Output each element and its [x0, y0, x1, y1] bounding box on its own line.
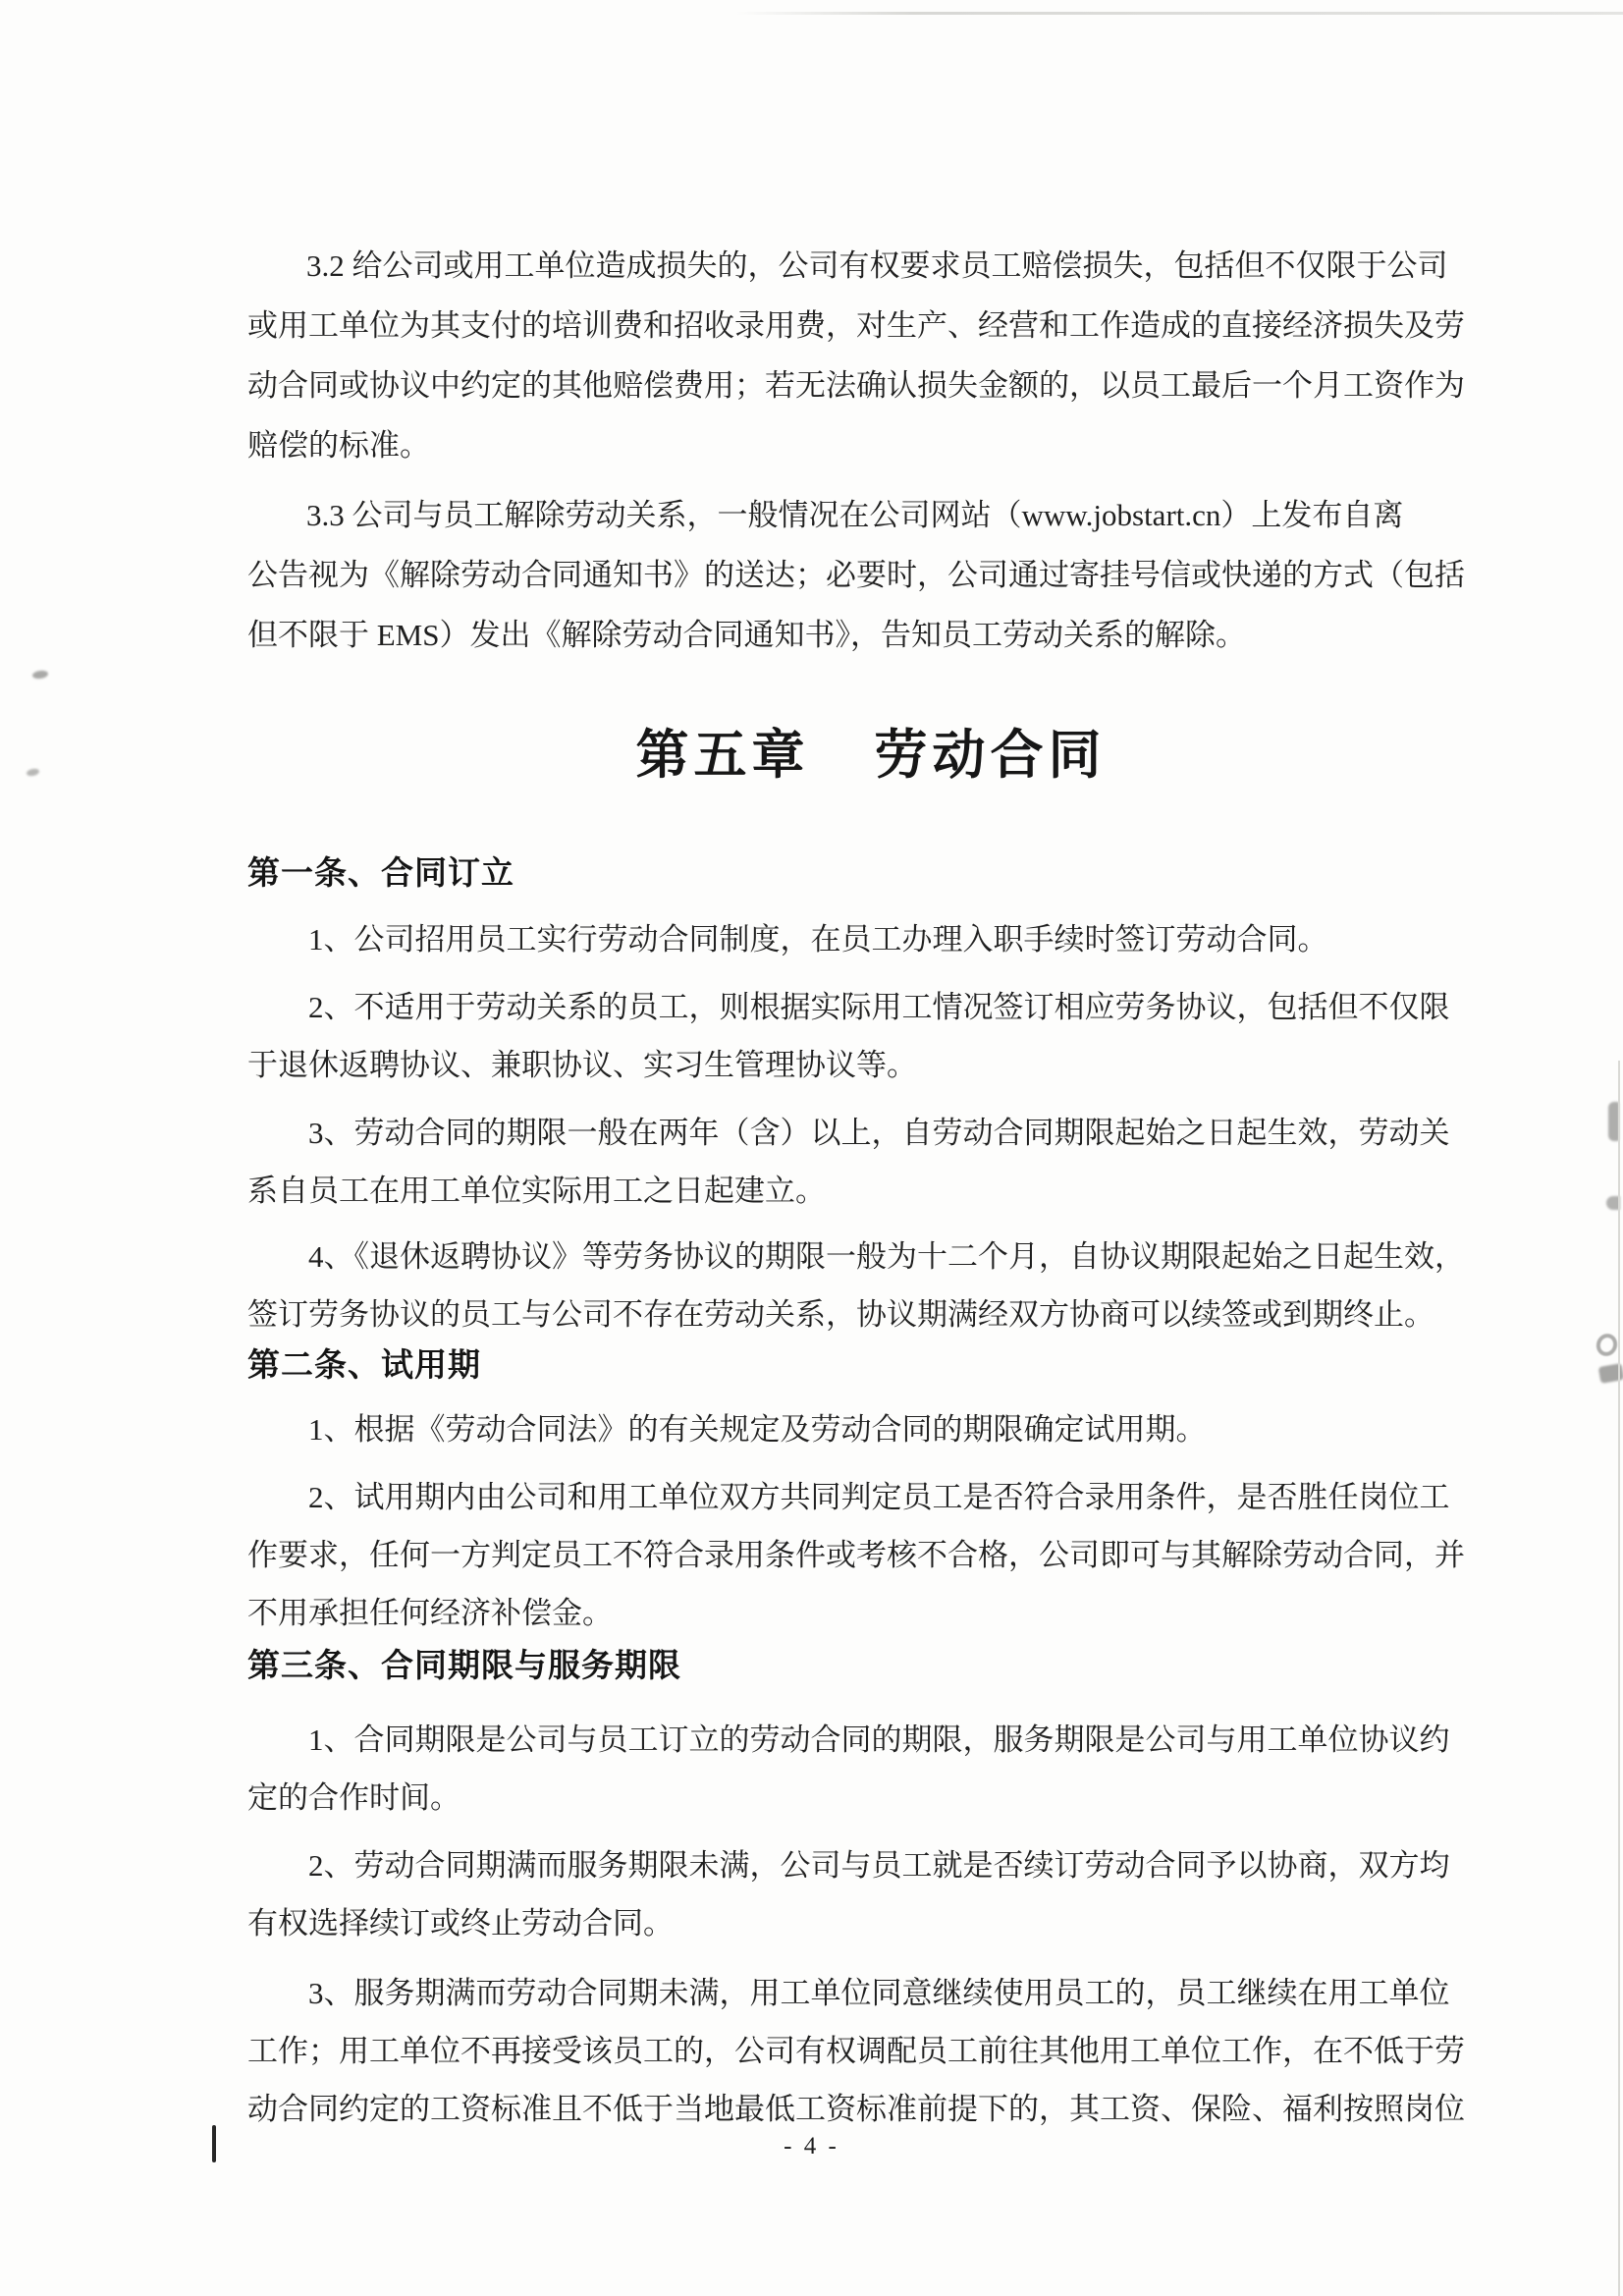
paragraph-line: 但不限于 EMS）发出《解除劳动合同通知书》，告知员工劳动关系的解除。 — [247, 618, 1246, 652]
chapter-number: 第五章 — [635, 726, 810, 785]
paragraph-line: 系自员工在用工单位实际用工之日起建立。 — [247, 1174, 826, 1208]
list-item — [247, 1104, 1494, 1220]
scan-artifact-right-blob — [1594, 1331, 1621, 1359]
paragraph-line: 3.2 给公司或用工单位造成损失的，公司有权要求员工赔偿损失，包括但不仅限于公司 — [306, 248, 1448, 283]
paragraph-line: 2、试用期内由公司和用工单位双方共同判定员工是否符合录用条件，是否胜任岗位工 — [308, 1480, 1450, 1514]
scan-artifact-right-blob — [1598, 1363, 1623, 1384]
scan-artifact-right-edge-line — [1618, 1061, 1620, 2296]
paragraph-line: 赔偿的标准。 — [247, 428, 430, 463]
paragraph-line: 3.3 公司与员工解除劳动关系，一般情况在公司网站（www.jobstart.cn）上发布自离 — [306, 498, 1404, 532]
list-item — [247, 1711, 1494, 1827]
paragraph-line: 或用工单位为其支付的培训费和招收录用费，对生产、经营和工作造成的直接经济损失及劳 — [247, 308, 1465, 343]
paragraph-line: 1、根据《劳动合同法》的有关规定及劳动合同的期限确定试用期。 — [308, 1412, 1207, 1447]
list-item — [247, 1468, 1494, 1642]
document-text-block — [247, 236, 1494, 2138]
scan-artifact-right-blob — [1606, 1196, 1620, 1210]
paragraph-line: 有权选择续订或终止劳动合同。 — [247, 1906, 674, 1941]
paragraph-line: 4、《退休返聘协议》等劳务协议的期限一般为十二个月，自协议期限起始之日起生效， — [308, 1239, 1465, 1274]
list-item — [247, 1228, 1494, 1343]
section-heading-3: 第三条、合同期限与服务期限 — [247, 1647, 681, 1683]
paragraph-line: 2、不适用于劳动关系的员工，则根据实际用工情况签订相应劳务协议，包括但不仅限 — [308, 990, 1450, 1024]
list-item — [247, 978, 1494, 1094]
scan-artifact-top-line — [736, 12, 1623, 15]
paragraph-line: 作要求，任何一方判定员工不符合录用条件或考核不合格，公司即可与其解除劳动合同，并 — [247, 1538, 1465, 1572]
paragraph-3-3 — [247, 485, 1494, 665]
paragraph-line: 于退休返聘协议、兼职协议、实习生管理协议等。 — [247, 1048, 917, 1082]
paragraph-line: 1、合同期限是公司与员工订立的劳动合同的期限，服务期限是公司与用工单位协议约 — [308, 1722, 1450, 1757]
paragraph-line: 动合同或协议中约定的其他赔偿费用；若无法确认损失金额的，以员工最后一个月工资作为 — [247, 368, 1465, 403]
scan-artifact-left-smudge — [26, 768, 39, 778]
paragraph-line: 工作；用工单位不再接受该员工的，公司有权调配员工前往其他用工单位工作，在不低于劳 — [247, 2034, 1465, 2068]
list-item — [247, 1964, 1494, 2138]
scan-artifact-right-blob — [1608, 1102, 1619, 1141]
paragraph-line: 3、服务期满而劳动合同期未满，用工单位同意继续使用员工的，员工继续在用工单位 — [308, 1976, 1450, 2010]
paragraph-line: 不用承担任何经济补偿金。 — [247, 1596, 613, 1630]
paragraph-line: 公告视为《解除劳动合同通知书》的送达；必要时，公司通过寄挂号信或快递的方式（包括 — [247, 558, 1465, 592]
scan-artifact-left-smudge — [32, 670, 49, 680]
list-item — [247, 910, 1494, 968]
list-item — [247, 1400, 1494, 1458]
paragraph-3-2 — [247, 236, 1494, 475]
paragraph-line: 签订劳务协议的员工与公司不存在劳动关系，协议期满经双方协商可以续签或到期终止。 — [247, 1297, 1434, 1332]
chapter-name: 劳动合同 — [874, 726, 1107, 785]
list-item — [247, 1836, 1494, 1952]
section-heading-1: 第一条、合同订立 — [247, 854, 514, 891]
paragraph-line: 1、公司招用员工实行劳动合同制度，在员工办理入职手续时签订劳动合同。 — [308, 922, 1328, 957]
page-number: - 4 - — [784, 2133, 839, 2159]
paragraph-line: 2、劳动合同期满而服务期限未满，公司与员工就是否续订劳动合同予以协商，双方均 — [308, 1848, 1450, 1883]
section-heading-2: 第二条、试用期 — [247, 1346, 481, 1383]
paragraph-line: 定的合作时间。 — [247, 1780, 460, 1815]
paragraph-line: 动合同约定的工资标准且不低于当地最低工资标准前提下的，其工资、保险、福利按照岗位 — [247, 2092, 1465, 2126]
paragraph-line: 3、劳动合同的期限一般在两年（含）以上，自劳动合同期限起始之日起生效，劳动关 — [308, 1116, 1450, 1150]
chapter-title — [247, 716, 1494, 794]
